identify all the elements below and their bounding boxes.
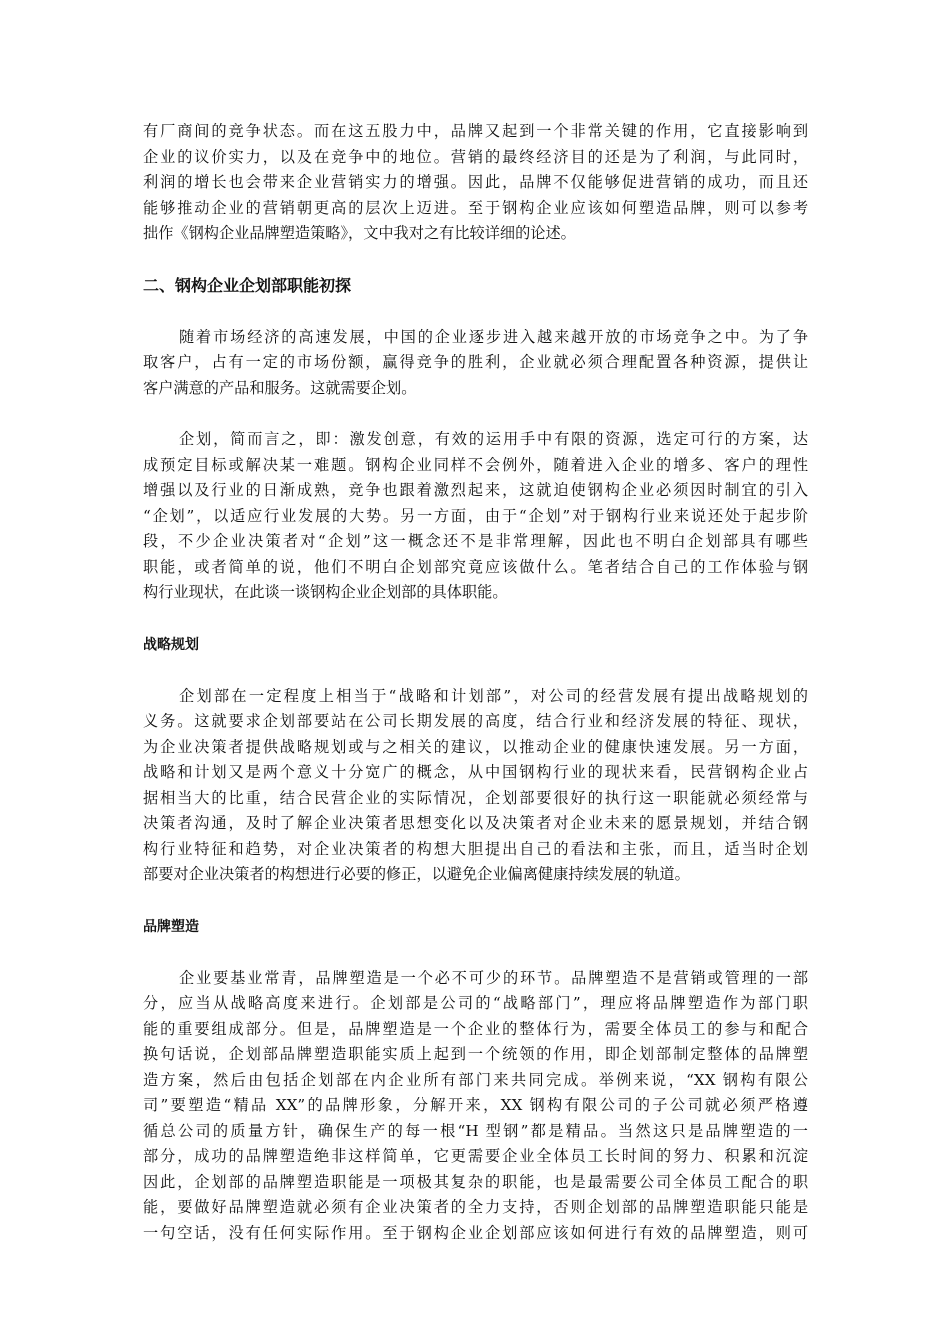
text-line: 段，不少企业决策者对“企划”这一概念还不是非常理解，因此也不明白企划部具有哪些: [143, 532, 808, 550]
section-paragraph: [143, 325, 808, 402]
text-line: 拙作《钢构企业品牌塑造策略》，文中我对之有比较详细的论述。: [143, 224, 576, 242]
text-line: 取客户，占有一定的市场份额，赢得竞争的胜利，企业就必须合理配置各种资源，提供让: [143, 353, 808, 371]
text-line: 决策者沟通，及时了解企业决策者思想变化以及决策者对企业未来的愿景规划，并结合钢: [143, 814, 808, 832]
subsection-heading: 战略规划: [143, 636, 199, 653]
text-line: 能够推动企业的营销朝更高的层次上迈进。至于钢构企业应该如何塑造品牌，则可以参考: [143, 198, 808, 217]
section-paragraph: [143, 684, 808, 888]
text-line: 客户满意的产品和服务。这就需要企划。: [143, 378, 417, 397]
section-heading: 二、钢构企业企划部职能初探: [143, 275, 352, 295]
text-line: 义务。这就要求企划部要站在公司长期发展的高度，结合行业和经济发展的特征、现状，: [143, 712, 808, 730]
text-line: 企业要基业常青，品牌塑造是一个必不可少的环节。品牌塑造不是营销或管理的一部: [179, 968, 808, 987]
text-line: 企业的议价实力，以及在竞争中的地位。营销的最终经济目的还是为了利润，与此同时，: [143, 147, 808, 166]
text-line: 职能，或者简单的说，他们不明白企划部究竟应该做什么。笔者结合自己的工作体验与钢: [143, 557, 808, 576]
text-line: 造方案，然后由包括企划部在内企业所有部门来共同完成。举例来说，“XX 钢构有限公: [143, 1070, 808, 1089]
text-line: 分，应当从战略高度来进行。企划部是公司的“战略部门”，理应将品牌塑造作为部门职: [143, 994, 808, 1012]
text-line: 能，要做好品牌塑造就必须有企业决策者的全力支持，否则企划部的品牌塑造职能只能是: [143, 1198, 808, 1216]
text-line: 因此，企划部的品牌塑造职能是一项极其复杂的职能，也是最需要公司全体员工配合的职: [143, 1172, 808, 1191]
text-line: 有厂商间的竞争状态。而在这五股力中，品牌又起到一个非常关键的作用，它直接影响到: [143, 122, 808, 140]
text-line: 企划部在一定程度上相当于“战略和计划部”，对公司的经营发展有提出战略规划的: [179, 686, 808, 705]
text-line: 为企业决策者提供战略规划或与之相关的建议，以推动企业的健康快速发展。另一方面，: [143, 737, 808, 756]
text-line: 随着市场经济的高速发展，中国的企业逐步进入越来越开放的市场竞争之中。为了争: [179, 327, 808, 346]
text-line: 能的重要组成部分。但是，品牌塑造是一个企业的整体行为，需要全体员工的参与和配合: [143, 1019, 808, 1038]
text-line: 换句话说，企划部品牌塑造职能实质上起到一个统领的作用，即企划部制定整体的品牌塑: [143, 1045, 808, 1063]
intro-paragraph: [143, 119, 808, 247]
text-line: 利润的增长也会带来企业营销实力的增强。因此，品牌不仅能够促进营销的成功，而且还: [143, 173, 808, 191]
text-line: “企划”，以适应行业发展的大势。另一方面，由于“企划”对于钢构行业来说还处于起步阶: [143, 506, 808, 525]
text-line: 循总公司的质量方针，确保生产的每一根“H 型钢”都是精品。当然这只是品牌塑造的一: [143, 1121, 808, 1140]
text-line: 构行业特征和趋势，对企业决策者的构想大胆提出自己的看法和主张，而且，适当时企划: [143, 839, 808, 858]
text-line: 成预定目标或解决某一难题。钢构企业同样不会例外，随着进入企业的增多、客户的理性: [143, 455, 808, 474]
text-line: 增强以及行业的日渐成熟，竞争也跟着激烈起来，这就迫使钢构企业必须因时制宜的引入: [143, 481, 808, 499]
text-line: 战略和计划又是两个意义十分宽广的概念，从中国钢构行业的现状来看，民营钢构企业占: [143, 763, 808, 781]
text-line: 部要对企业决策者的构想进行必要的修正，以避免企业偏离健康持续发展的轨道。: [143, 865, 690, 883]
section-paragraph: [143, 966, 808, 1247]
section-paragraph: [143, 427, 808, 606]
document-page: [143, 119, 808, 1246]
text-line: 一句空话，没有任何实际作用。至于钢构企业企划部应该如何进行有效的品牌塑造，则可: [143, 1223, 808, 1242]
text-line: 司”要塑造“精品 XX”的品牌形象，分解开来，XX 钢构有限公司的子公司就必须严格遵: [143, 1096, 808, 1114]
text-line: 据相当大的比重，结合民营企业的实际情况，企划部要很好的执行这一职能就必须经常与: [143, 788, 808, 807]
subsection-heading: 品牌塑造: [143, 918, 199, 935]
text-line: 部分，成功的品牌塑造绝非这样简单，它更需要企业全体员工长时间的努力、积累和沉淀: [143, 1147, 808, 1165]
text-line: 构行业现状，在此谈一谈钢构企业企划部的具体职能。: [143, 583, 508, 601]
text-line: 企划，简而言之，即：激发创意，有效的运用手中有限的资源，选定可行的方案，达: [179, 430, 808, 448]
